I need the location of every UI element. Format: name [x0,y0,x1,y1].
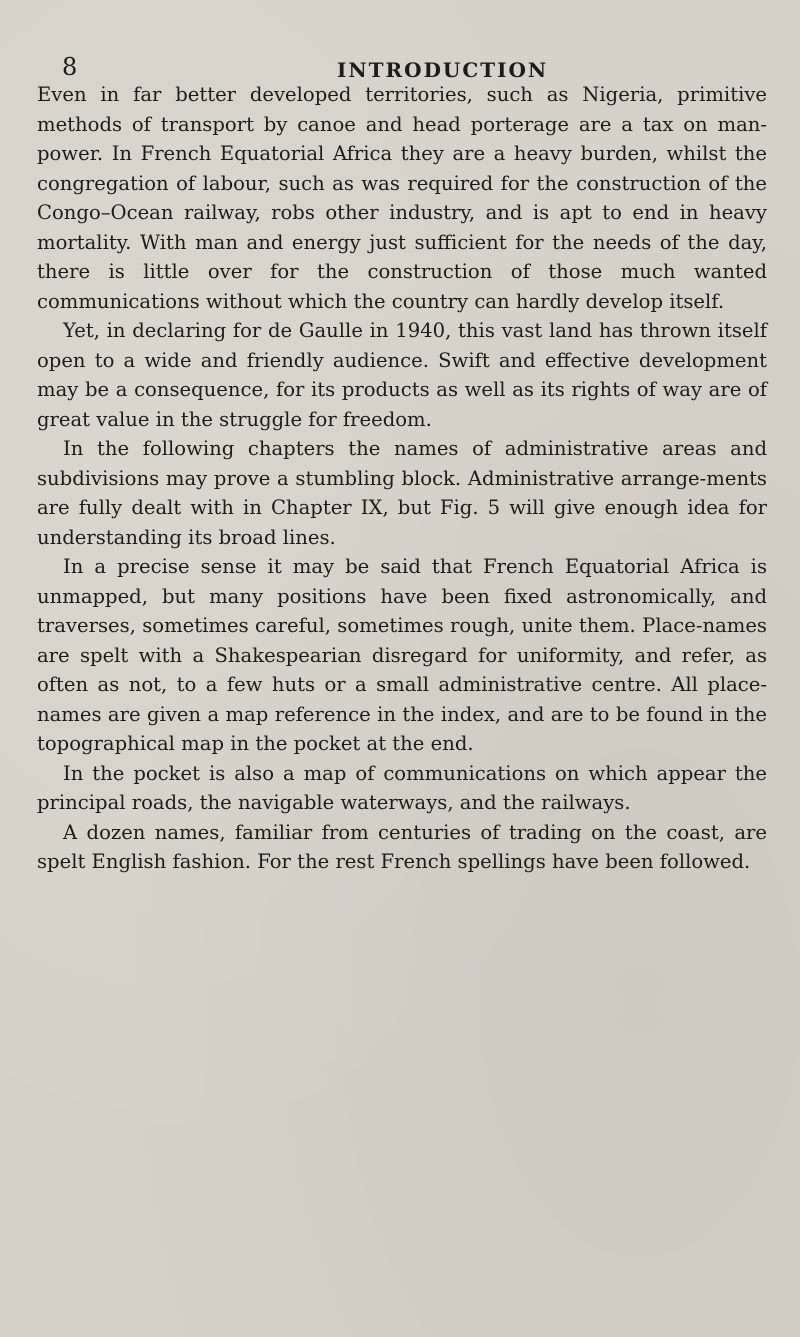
paragraph-6: A dozen names, familiar from centuries of trading on the coast, are spelt English fashion. For the rest French spellings have been followed. [37,820,767,873]
paragraph-5: In the pocket is also a map of communications on which appear the principal roads, the navigable waterways, and the railways. [37,761,767,814]
paragraph-3: In the following chapters the names of administrative areas and subdivisions may prove a stumbling block. Administrative arrange-ments are fully dealt with in Chapter IX, but Fig. 5 will give enough idea for understanding its broad lines. [37,437,767,549]
page-number: 8 [62,53,78,81]
section-title: INTRODUCTION [337,58,549,82]
paragraph-1: Even in far better developed territories, such as Nigeria, primitive methods of transport by canoe and head porterage are a tax on man-power. In French Equatorial Africa they are a heavy burden, whilst the congregation of labour, such as was required for the construction of the Congo–Ocean railway, robs other industry, and is apt to end in heavy mortality. With man and energy just sufficient for the needs of the day, there is little over for the construction of those much wanted communications without which the country can hardly develop itself. [37,83,767,313]
paragraph-2: Yet, in declaring for de Gaulle in 1940, this vast land has thrown itself open to a wide and friendly audience. Swift and effective development may be a consequence, for its products as well as its rights of way are of great value in the struggle for freedom. [37,319,767,431]
body-text [37,80,767,877]
paragraph-4: In a precise sense it may be said that French Equatorial Africa is unmapped, but many positions have been fixed astronomically, and traverses, sometimes careful, sometimes rough, unite them. Place-names are spelt with a Shakespearian disregard for uniformity, and refer, as often as not, to a few huts or a small administrative centre. All place-names are given a map reference in the index, and are to be found in the topographical map in the pocket at the end. [37,555,767,755]
